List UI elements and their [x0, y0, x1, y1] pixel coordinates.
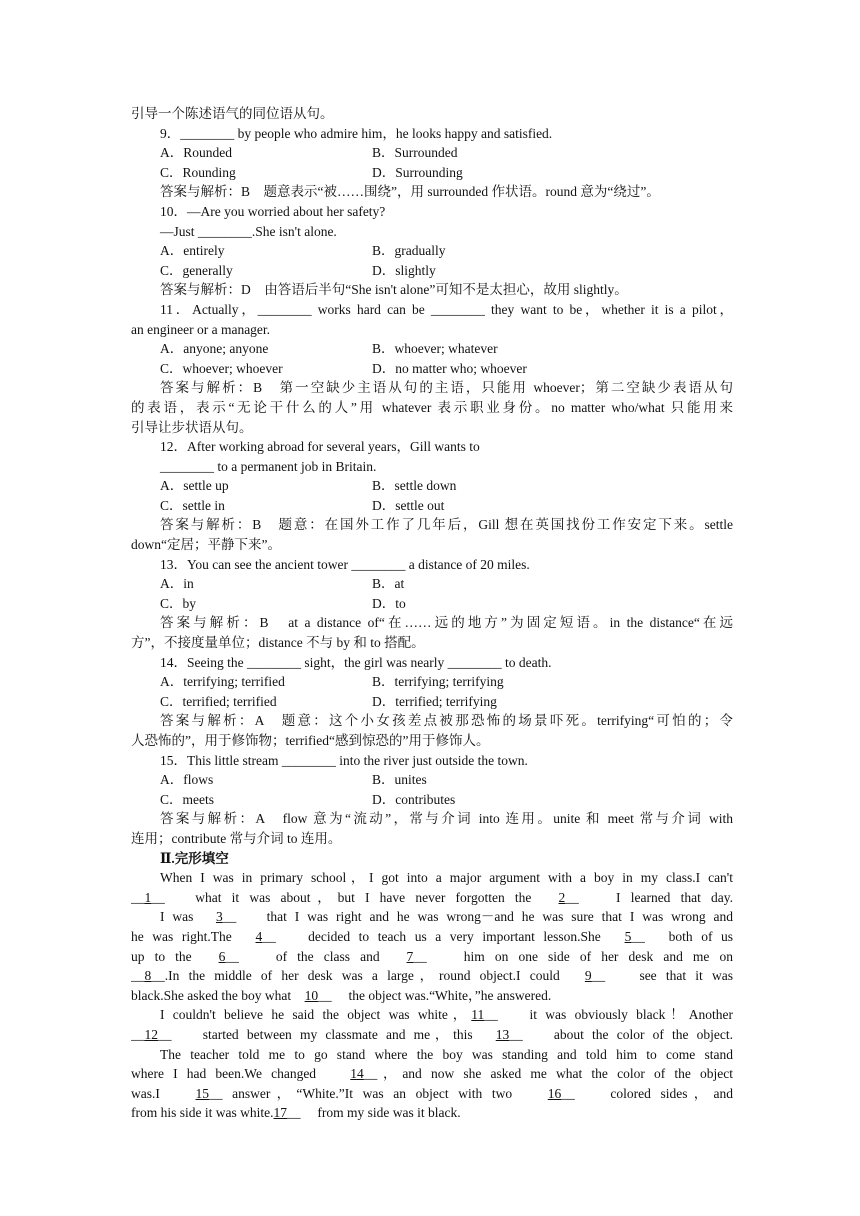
answer-line: down“定居；平静下来”。	[131, 537, 281, 553]
option: D．settle out	[372, 497, 445, 513]
option: C．terrified; terrified	[160, 693, 277, 709]
option: B．terrifying; terrifying	[372, 674, 504, 690]
blank-number: 10	[304, 987, 319, 1003]
option: A．terrifying; terrified	[160, 674, 285, 690]
options-row	[131, 339, 733, 359]
options-row	[131, 692, 733, 712]
question-line: ________ to a permanent job in Britain.	[160, 458, 377, 474]
explanation-line: 引导一个陈述语气的同位语从句。	[131, 106, 334, 121]
answer-line: 答案与解析：B at a distance of“在……远的地方”为固定短语。in the distance“在远	[160, 615, 733, 631]
answer-line: 连用；contribute 常与介词 to 连用。	[131, 830, 342, 846]
option: D．contributes	[372, 791, 456, 807]
cloze-line: I couldn't believe he said the object was white，11__ it was obviously black！Another	[131, 1005, 733, 1025]
option: C．generally	[160, 262, 233, 278]
answer-line: 答案与解析：B 题意：在国外工作了几年后，Gill 想在英国找份工作安定下来。settle	[160, 517, 733, 533]
option: D．no matter who; whoever	[372, 360, 527, 376]
options-row	[131, 672, 733, 692]
answer-line: 答案与解析：B 第一空缺少主语从句的主语，只能用 whoever；第二空缺少表语从句	[160, 380, 733, 396]
question-12: 12．After working abroad for several years，Gill wants to	[160, 439, 480, 455]
cloze-line: was.I 15__ answer，“White.”It was an object with two 16__ colored sides，and	[131, 1084, 733, 1104]
answer-line: 答案与解析：A 题意：这个小女孩差点被那恐怖的场景吓死。terrifying“可怕的；令	[160, 713, 733, 729]
document-page	[131, 104, 733, 1123]
option: C．whoever; whoever	[160, 360, 283, 376]
option: D．slightly	[372, 262, 436, 278]
option: A．flows	[160, 772, 214, 788]
options-row	[131, 496, 733, 516]
answer-line: 答案与解析：B 题意表示“被……围绕”，用 surrounded 作状语。round 意为“绕过”。	[160, 184, 660, 200]
answer-line: 答案与解析：A flow 意为“流动”，常与介词 into 连用。unite 和 meet 常与介词 with	[160, 811, 733, 827]
options-row	[131, 476, 733, 496]
option: A．Rounded	[160, 145, 232, 161]
options-row	[131, 594, 733, 614]
cloze-line: The teacher told me to go stand where the boy was standing and told him to come stand	[160, 1046, 733, 1062]
blank-number: 7	[406, 948, 414, 964]
option: D．to	[372, 595, 406, 611]
options-row	[131, 359, 733, 379]
blank-number: 17	[273, 1105, 287, 1121]
blank-number: 15	[195, 1085, 210, 1101]
section-heading: Ⅱ.完形填空	[160, 850, 229, 866]
question-13: 13．You can see the ancient tower ________ a distance of 20 miles.	[160, 556, 530, 572]
question-11: 11．Actually，________ works hard can be ________ they want to be，whether it is a pilot，	[160, 301, 733, 317]
blank-number: 1	[144, 889, 152, 905]
option: A．settle up	[160, 478, 229, 494]
cloze-line: When I was in primary school，I got into a major argument with a boy in my class.I can't	[160, 870, 733, 886]
cloze-line: from his side it was white.17__ from my side was it black.	[131, 1103, 733, 1123]
answer-line: 方”，不接度量单位；distance 不与 by 和 to 搭配。	[131, 635, 425, 651]
option: B．gradually	[372, 243, 446, 259]
option: B．at	[372, 576, 405, 592]
option: C．by	[160, 595, 197, 611]
cloze-line: where I had been.We changed 14__，and now she asked me what the color of the object	[131, 1064, 733, 1084]
blank-number: 14	[350, 1066, 364, 1082]
question-9: 9．________ by people who admire him，he looks happy and satisfied.	[160, 125, 553, 141]
option: C．meets	[160, 791, 214, 807]
blank-number: 12	[144, 1026, 158, 1042]
options-row	[131, 143, 733, 163]
option: D．Surrounding	[372, 164, 463, 180]
answer-line: 的表语，表示“无论干什么的人”用 whatever 表示职业身份。no matter who/what 只能用来	[131, 399, 733, 415]
blank-number: 3	[215, 909, 223, 925]
cloze-line: __8__.In the middle of her desk was a large，round object.I could 9__ see that it was	[131, 966, 733, 986]
option: A．in	[160, 576, 194, 592]
option: B．unites	[372, 772, 427, 788]
blank-number: 16	[547, 1085, 562, 1101]
options-row	[131, 790, 733, 810]
blank-number: 11	[471, 1007, 485, 1023]
answer-line: 引导让步状语从句。	[131, 419, 253, 435]
option: C．Rounding	[160, 164, 236, 180]
blank-number: 9	[584, 968, 592, 984]
options-row	[131, 163, 733, 183]
cloze-line: __12__ started between my classmate and me，this 13__ about the color of the object.	[131, 1025, 733, 1045]
options-row	[131, 261, 733, 281]
options-row	[131, 574, 733, 594]
option: C．settle in	[160, 497, 225, 513]
options-row	[131, 241, 733, 261]
blank-number: 5	[624, 928, 632, 944]
blank-number: 13	[495, 1026, 510, 1042]
option: A．entirely	[160, 243, 225, 259]
question-line: an engineer or a manager.	[131, 321, 271, 337]
blank-number: 4	[255, 928, 263, 944]
option: D．terrified; terrifying	[372, 693, 497, 709]
answer-line: 答案与解析：D 由答语后半句“She isn't alone”可知不是太担心，故用 slightly。	[160, 282, 628, 298]
blank-number: 2	[558, 889, 566, 905]
cloze-line: __1__ what it was about，but I have never forgotten the 2__ I learned that day.	[131, 888, 733, 908]
blank-number: 8	[144, 968, 152, 984]
answer-line: 人恐怖的”，用于修饰物；terrified“感到惊恐的”用于修饰人。	[131, 733, 490, 748]
question-15: 15．This little stream ________ into the river just outside the town.	[160, 752, 528, 768]
cloze-line: up to the 6__ of the class and 7__ him on one side of her desk and me on	[131, 947, 733, 967]
blank-number: 6	[218, 948, 226, 964]
options-row	[131, 770, 733, 790]
cloze-line: I was 3__ that I was right and he was wrong－and he was sure that I was wrong and	[131, 907, 733, 927]
option: B．whoever; whatever	[372, 341, 498, 357]
option: B．settle down	[372, 478, 457, 494]
option: A．anyone; anyone	[160, 341, 269, 357]
option: B．Surrounded	[372, 145, 458, 161]
question-14: 14．Seeing the ________ sight，the girl was nearly ________ to death.	[160, 654, 552, 670]
question-line: —Just ________.She isn't alone.	[160, 223, 337, 239]
question-10: 10．—Are you worried about her safety?	[160, 203, 386, 219]
cloze-line: black.She asked the boy what 10__ the object was.“White，”he answered.	[131, 986, 733, 1006]
cloze-line: he was right.The 4__ decided to teach us a very important lesson.She 5__ both of us	[131, 927, 733, 947]
